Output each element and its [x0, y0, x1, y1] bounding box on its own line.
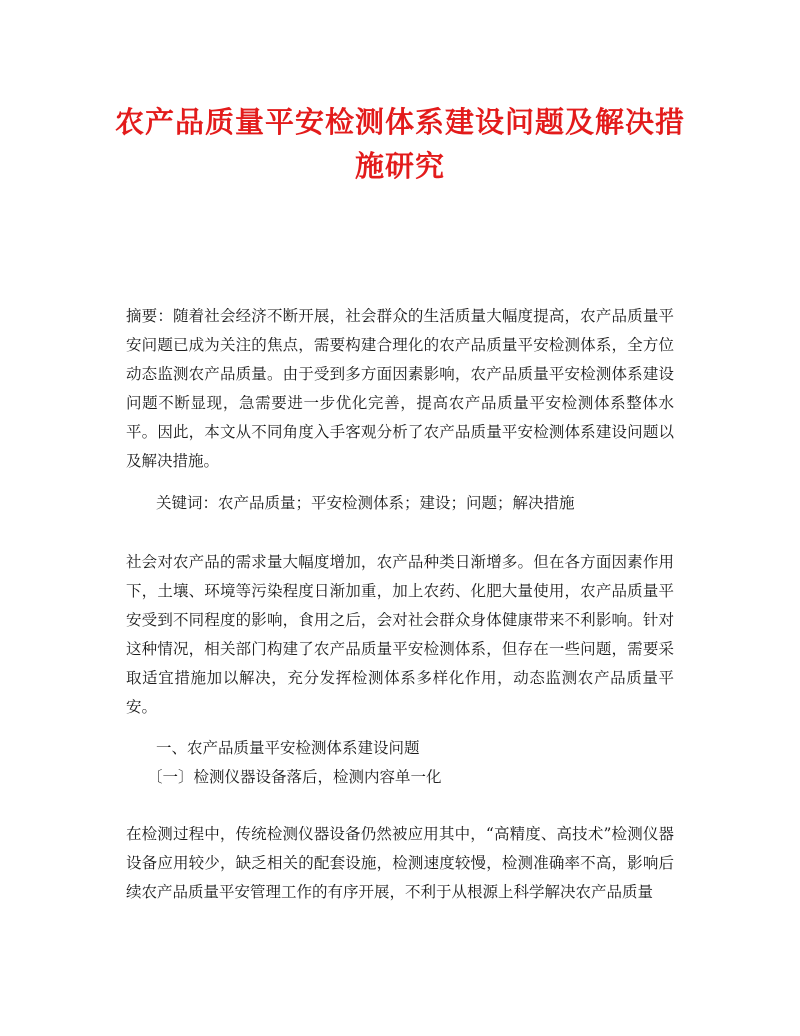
document-title: 农产品质量平安检测体系建设问题及解决措施研究: [114, 105, 685, 183]
section-heading: 一、农产品质量平安检测体系建设问题: [156, 739, 420, 757]
body-paragraph: 在检测过程中，传统检测仪器设备仍然被应用其中，“高精度、高技术”检测仪器设备应用较少，缺乏相关的配套设施，检测速度较慢，检测准确率不高，影响后续农产品质量平安管理工作的有序开展，不利于从根源上科学解决农产品质量: [126, 825, 674, 901]
intro-paragraph: 社会对农产品的需求量大幅度增加，农产品种类日渐增多。但在各方面因素作用下，土壤、环境等污染程度日渐加重，加上农药、化肥大量使用，农产品质量平安受到不同程度的影响，食用之后，会对社会群众身体健康带来不利影响。针对这种情况，相关部门构建了农产品质量平安检测体系，但存在一些问题，需要采取适宜措施加以解决，充分发挥检测体系多样化作用，动态监测农产品质量平安。: [126, 553, 674, 716]
abstract-paragraph: 摘要：随着社会经济不断开展，社会群众的生活质量大幅度提高，农产品质量平安问题已成为关注的焦点，需要构建合理化的农产品质量平安检测体系，全方位动态监测农产品质量。由于受到多方面因素影响，农产品质量平安检测体系建设问题不断显现，急需要进一步优化完善，提高农产品质量平安检测体系整体水平。因此，本文从不同角度入手客观分析了农产品质量平安检测体系建设问题以及解决措施。: [126, 307, 674, 470]
keywords-line: 关键词：农产品质量；平安检测体系；建设；问题；解决措施: [156, 494, 575, 512]
subsection-heading: 〔一〕检测仪器设备落后，检测内容单一化: [147, 768, 442, 786]
